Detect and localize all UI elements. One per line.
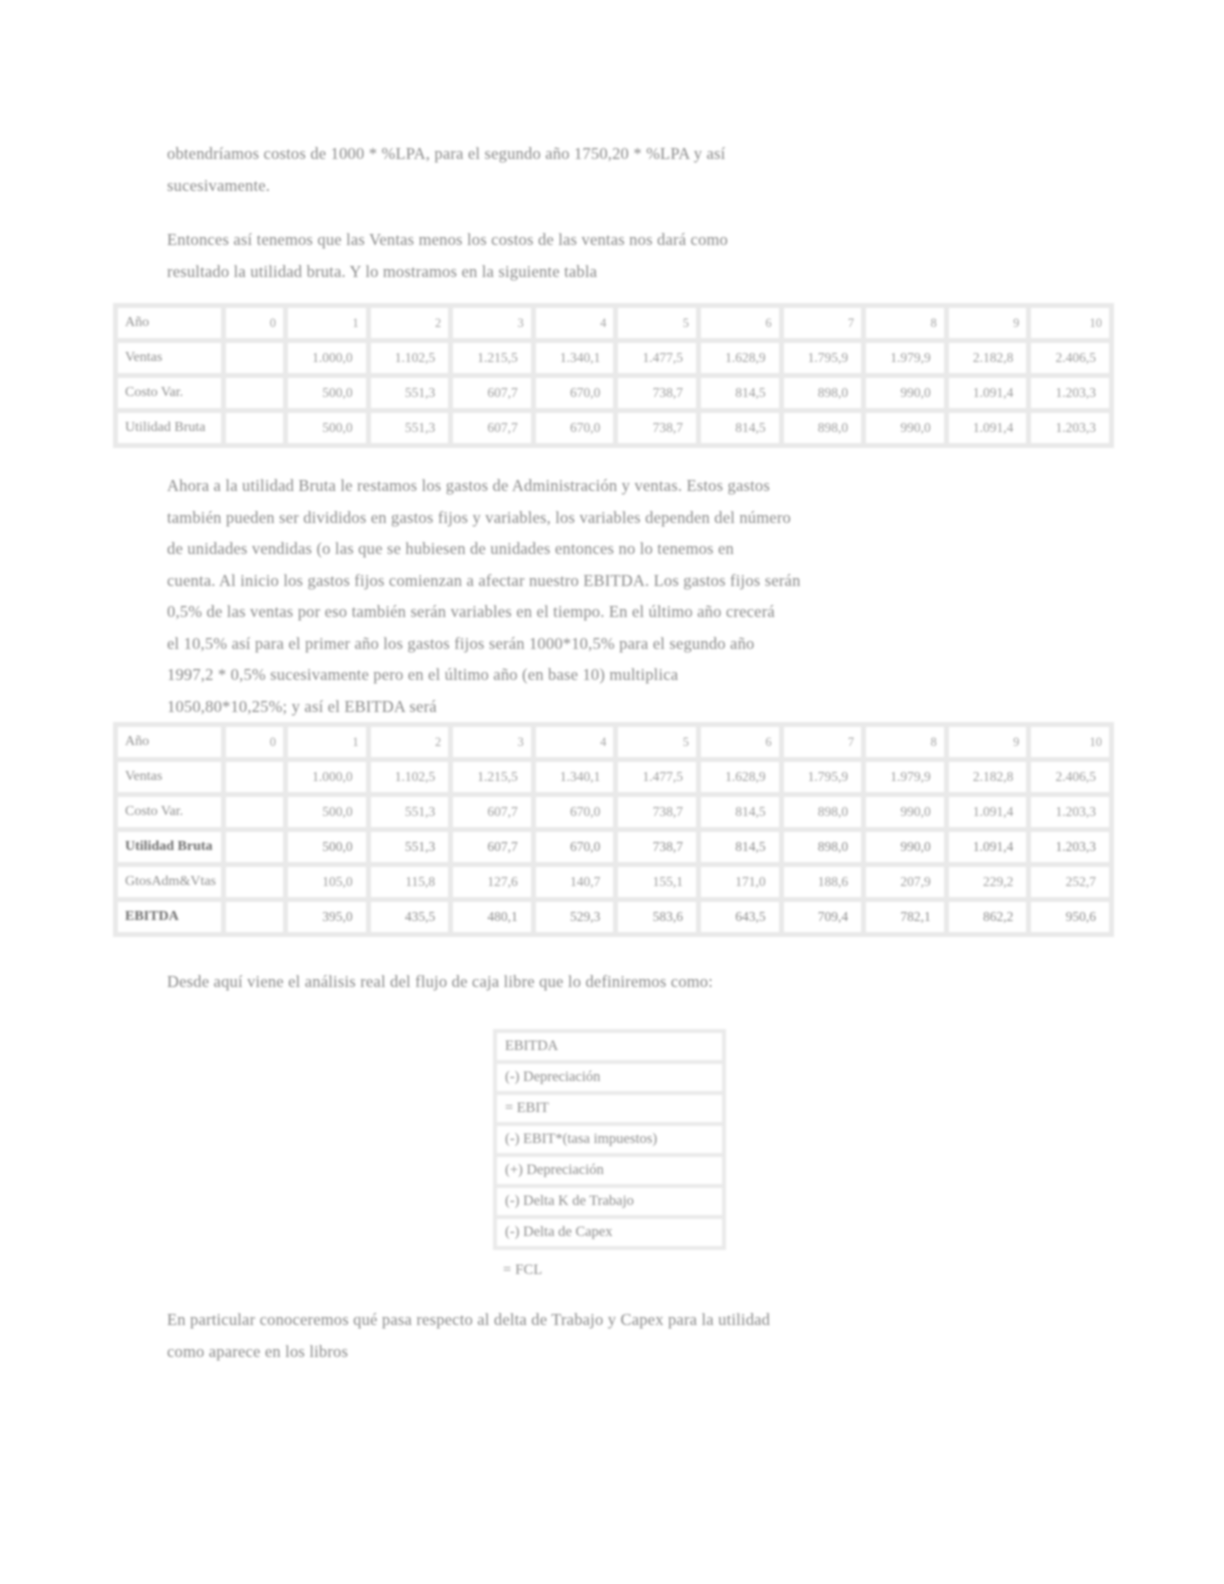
- paragraph-line: 1050,80*10,25%; y así el EBITDA será: [167, 696, 437, 716]
- table-header-row: [116, 306, 1112, 341]
- value-cell: 2.406,5: [1029, 760, 1112, 795]
- value-cell: 990,0: [864, 830, 947, 865]
- paragraph-line: de unidades vendidas (o las que se hubiesen de unidades entonces no lo tenemos en: [167, 539, 734, 558]
- value-cell: 1.628,9: [698, 341, 781, 376]
- value-cell: 1.091,4: [946, 411, 1029, 446]
- paragraph-line: resultado la utilidad bruta. Y lo mostramos en la siguiente tabla: [167, 261, 598, 281]
- value-cell: [224, 795, 286, 830]
- value-cell: 105,0: [286, 865, 369, 900]
- value-cell: 2.406,5: [1029, 341, 1112, 376]
- value-cell: 990,0: [864, 795, 947, 830]
- value-cell: 898,0: [781, 411, 864, 446]
- value-cell: 551,3: [368, 376, 451, 411]
- value-cell: [224, 760, 286, 795]
- paragraph-line: cuenta. Al inicio los gastos fijos comienzan a afectar nuestro EBITDA. Los gastos fijos serán: [167, 570, 801, 590]
- value-cell: [224, 411, 286, 446]
- formula-row: [495, 1155, 724, 1186]
- formula-item: (-) Depreciación: [495, 1062, 724, 1093]
- year-header-cell: 5: [616, 725, 699, 760]
- year-header-cell: 10: [1029, 306, 1112, 341]
- paragraph-closing: [167, 1304, 770, 1367]
- paragraph-line: Entonces así tenemos que las Ventas menos los costos de las ventas nos dará como: [167, 230, 728, 249]
- value-cell: 1.102,5: [368, 760, 451, 795]
- value-cell: 782,1: [864, 900, 947, 935]
- value-cell: 500,0: [286, 830, 369, 865]
- formula-item: (+) Depreciación: [495, 1155, 724, 1186]
- table-row: [116, 865, 1112, 900]
- value-cell: 1.203,3: [1029, 376, 1112, 411]
- year-header-cell: 2: [368, 725, 451, 760]
- year-header-cell: 1: [286, 725, 369, 760]
- value-cell: [224, 900, 286, 935]
- table-row: [116, 376, 1112, 411]
- value-cell: 435,5: [368, 900, 451, 935]
- value-cell: 2.182,8: [946, 760, 1029, 795]
- formula-row: [495, 1062, 724, 1093]
- paragraph-line: sucesivamente.: [167, 175, 271, 195]
- paragraph-costs-intro: [167, 138, 725, 201]
- table-row: [116, 760, 1112, 795]
- value-cell: 738,7: [616, 795, 699, 830]
- row-label: Costo Var.: [116, 795, 224, 830]
- value-cell: 500,0: [286, 376, 369, 411]
- value-cell: 171,0: [698, 865, 781, 900]
- row-label: Ventas: [116, 760, 224, 795]
- paragraph-line: el 10,5% así para el primer año los gastos fijos serán 1000*10,5% para el segundo año: [167, 633, 755, 653]
- table-ebitda: [113, 722, 1114, 937]
- value-cell: 207,9: [864, 865, 947, 900]
- value-cell: 607,7: [451, 376, 534, 411]
- value-cell: 1.795,9: [781, 760, 864, 795]
- value-cell: 738,7: [616, 376, 699, 411]
- value-cell: 814,5: [698, 830, 781, 865]
- value-cell: 1.215,5: [451, 341, 534, 376]
- year-header-cell: 6: [698, 725, 781, 760]
- year-header-cell: 4: [533, 306, 616, 341]
- row-label: GtosAdm&Vtas: [116, 865, 224, 900]
- table-header-row: [116, 725, 1112, 760]
- value-cell: 551,3: [368, 411, 451, 446]
- value-cell: 1.000,0: [286, 760, 369, 795]
- paragraph-gross-profit-intro: [167, 224, 728, 287]
- formula-row: [495, 1186, 724, 1217]
- formula-row: [495, 1124, 724, 1155]
- year-header-cell: 0: [224, 306, 286, 341]
- value-cell: 607,7: [451, 795, 534, 830]
- value-cell: 670,0: [533, 830, 616, 865]
- year-header-cell: 4: [533, 725, 616, 760]
- value-cell: 898,0: [781, 376, 864, 411]
- formula-row: [495, 1093, 724, 1124]
- row-label: Utilidad Bruta: [116, 830, 224, 865]
- value-cell: 1.340,1: [533, 760, 616, 795]
- value-cell: 188,6: [781, 865, 864, 900]
- value-cell: 500,0: [286, 795, 369, 830]
- value-cell: 1.000,0: [286, 341, 369, 376]
- value-cell: 643,5: [698, 900, 781, 935]
- year-header-cell: 7: [781, 306, 864, 341]
- year-header-cell: 0: [224, 725, 286, 760]
- value-cell: 607,7: [451, 830, 534, 865]
- value-cell: 898,0: [781, 795, 864, 830]
- value-cell: 670,0: [533, 795, 616, 830]
- paragraph-line: también pueden ser divididos en gastos fijos y variables, los variables dependen del número: [167, 507, 791, 527]
- year-header-cell: 1: [286, 306, 369, 341]
- value-cell: 862,2: [946, 900, 1029, 935]
- table-row: [116, 900, 1112, 935]
- formula-row: [495, 1031, 724, 1062]
- value-cell: 1.795,9: [781, 341, 864, 376]
- value-cell: 1.203,3: [1029, 830, 1112, 865]
- value-cell: 551,3: [368, 830, 451, 865]
- year-header-cell: 9: [946, 306, 1029, 341]
- paragraph-line: obtendríamos costos de 1000 * %LPA, para el segundo año 1750,20 * %LPA y así: [167, 144, 726, 163]
- year-header-cell: 3: [451, 306, 534, 341]
- row-label: EBITDA: [116, 900, 224, 935]
- value-cell: 814,5: [698, 376, 781, 411]
- value-cell: 1.477,5: [616, 760, 699, 795]
- paragraph-line: 1997,2 * 0,5% sucesivamente pero en el último año (en base 10) multiplica: [167, 665, 679, 684]
- value-cell: 127,6: [451, 865, 534, 900]
- value-cell: 115,8: [368, 865, 451, 900]
- table-row: [116, 795, 1112, 830]
- paragraph-line: En particular conoceremos qué pasa respecto al delta de Trabajo y Capex para la utilidad: [167, 1310, 771, 1329]
- formula-item: (-) Delta K de Trabajo: [495, 1186, 724, 1217]
- value-cell: 395,0: [286, 900, 369, 935]
- row-label: Utilidad Bruta: [116, 411, 224, 446]
- value-cell: 1.091,4: [946, 830, 1029, 865]
- value-cell: 252,7: [1029, 865, 1112, 900]
- value-cell: 1.203,3: [1029, 795, 1112, 830]
- paragraph-line: Desde aquí viene el análisis real del flujo de caja libre que lo definiremos como:: [167, 972, 714, 991]
- year-header-cell: 8: [864, 306, 947, 341]
- table-fcl-formula: [493, 1029, 726, 1250]
- year-header-cell: 5: [616, 306, 699, 341]
- year-header-cell: 2: [368, 306, 451, 341]
- value-cell: 1.091,4: [946, 795, 1029, 830]
- value-cell: 480,1: [451, 900, 534, 935]
- formula-item: = EBIT: [495, 1093, 724, 1124]
- value-cell: [224, 865, 286, 900]
- value-cell: [224, 341, 286, 376]
- value-cell: 738,7: [616, 411, 699, 446]
- value-cell: 1.215,5: [451, 760, 534, 795]
- formula-item: (-) EBIT*(tasa impuestos): [495, 1124, 724, 1155]
- formula-item: (-) Delta de Capex: [495, 1217, 724, 1248]
- value-cell: 990,0: [864, 376, 947, 411]
- value-cell: 1.979,9: [864, 341, 947, 376]
- year-header-cell: 3: [451, 725, 534, 760]
- row-label: Costo Var.: [116, 376, 224, 411]
- value-cell: 551,3: [368, 795, 451, 830]
- value-cell: 670,0: [533, 411, 616, 446]
- value-cell: 1.102,5: [368, 341, 451, 376]
- formula-item: EBITDA: [495, 1031, 724, 1062]
- table-row: [116, 341, 1112, 376]
- value-cell: 670,0: [533, 376, 616, 411]
- year-header-cell: 6: [698, 306, 781, 341]
- value-cell: 583,6: [616, 900, 699, 935]
- value-cell: 814,5: [698, 795, 781, 830]
- value-cell: 1.979,9: [864, 760, 947, 795]
- year-header-cell: 9: [946, 725, 1029, 760]
- row-label: Ventas: [116, 341, 224, 376]
- value-cell: 2.182,8: [946, 341, 1029, 376]
- paragraph-line: 0,5% de las ventas por eso también serán variables en el tiempo. En el último año crecerá: [167, 602, 775, 621]
- value-cell: 1.091,4: [946, 376, 1029, 411]
- value-cell: 229,2: [946, 865, 1029, 900]
- value-cell: 709,4: [781, 900, 864, 935]
- paragraph-admin-expenses: [167, 470, 801, 722]
- value-cell: 990,0: [864, 411, 947, 446]
- year-header-cell: 7: [781, 725, 864, 760]
- value-cell: 1.203,3: [1029, 411, 1112, 446]
- value-cell: 950,6: [1029, 900, 1112, 935]
- year-header-label: Año: [116, 725, 224, 760]
- value-cell: [224, 830, 286, 865]
- value-cell: 607,7: [451, 411, 534, 446]
- year-header-cell: 8: [864, 725, 947, 760]
- value-cell: [224, 376, 286, 411]
- value-cell: 1.340,1: [533, 341, 616, 376]
- value-cell: 529,3: [533, 900, 616, 935]
- value-cell: 814,5: [698, 411, 781, 446]
- value-cell: 1.628,9: [698, 760, 781, 795]
- fcl-result-label: = FCL: [503, 1262, 543, 1278]
- value-cell: 500,0: [286, 411, 369, 446]
- table-row: [116, 411, 1112, 446]
- table-row: [116, 830, 1112, 865]
- value-cell: 898,0: [781, 830, 864, 865]
- year-header-cell: 10: [1029, 725, 1112, 760]
- paragraph-line: como aparece en los libros: [167, 1341, 349, 1361]
- paragraph-fcl-intro: [167, 966, 713, 998]
- value-cell: 140,7: [533, 865, 616, 900]
- value-cell: 155,1: [616, 865, 699, 900]
- value-cell: 1.477,5: [616, 341, 699, 376]
- paragraph-line: Ahora a la utilidad Bruta le restamos los gastos de Administración y ventas. Estos gastos: [167, 476, 770, 495]
- formula-row: [495, 1217, 724, 1248]
- table-utilidad-bruta: [113, 303, 1114, 448]
- value-cell: 738,7: [616, 830, 699, 865]
- year-header-label: Año: [116, 306, 224, 341]
